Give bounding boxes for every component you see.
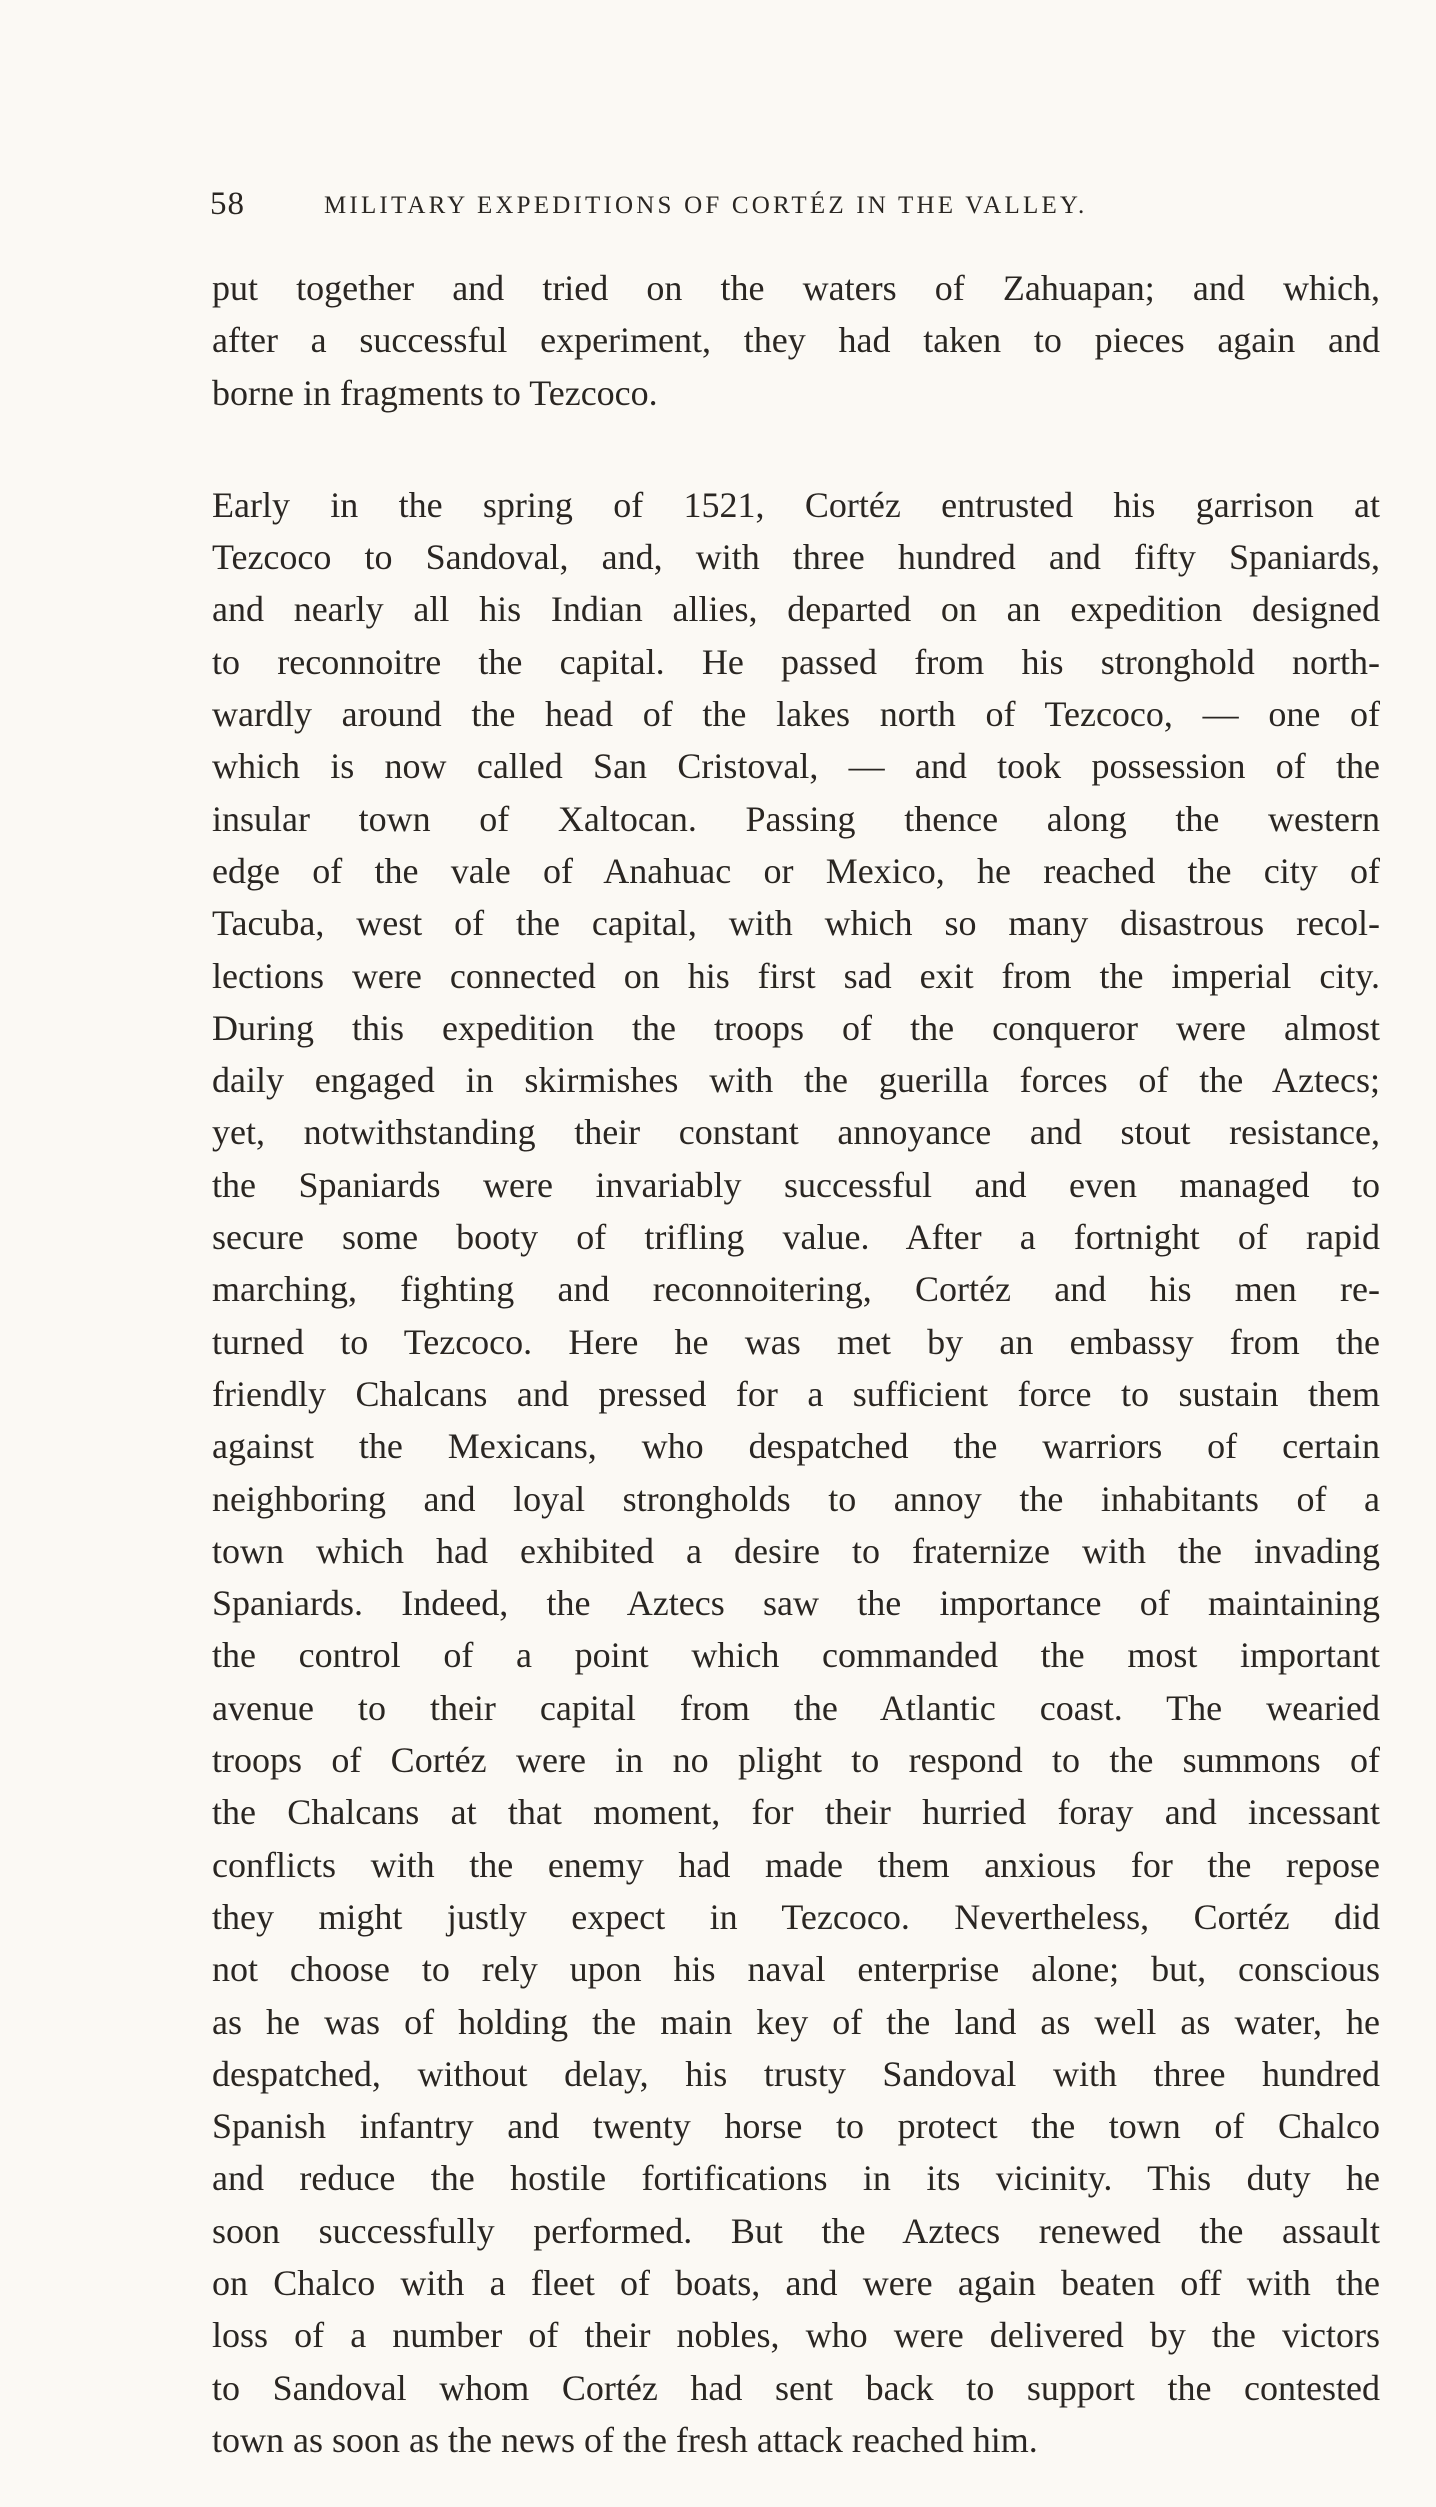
running-title: MILITARY EXPEDITIONS OF CORTÉZ IN THE VALLEY. <box>324 192 1088 219</box>
paragraph-gap <box>212 419 1380 479</box>
text-line: conflicts with the enemy had made them anxious for the repose <box>212 1844 1380 1885</box>
text-line: the Chalcans at that moment, for their hurried foray and incessant <box>212 1792 1380 1833</box>
text-line: Early in the spring of 1521, Cortéz entrusted his garrison at <box>212 484 1380 525</box>
text-line: avenue to their capital from the Atlantic coast. The wearied <box>212 1687 1380 1728</box>
text-line: town as soon as the news of the fresh attack reached him. <box>212 2419 1038 2460</box>
text-line: troops of Cortéz were in no plight to respond to the summons of <box>212 1740 1380 1781</box>
text-line: borne in fragments to Tezcoco. <box>212 372 658 413</box>
text-line: Spaniards. Indeed, the Aztecs saw the importance of maintaining <box>212 1583 1380 1624</box>
text-line: put together and tried on the waters of Zahuapan; and which, <box>212 268 1380 308</box>
page-number: 58 <box>210 186 245 222</box>
text-line: yet, notwithstanding their constant annoyance and stout resistance, <box>212 1112 1380 1153</box>
text-line: daily engaged in skirmishes with the guerilla forces of the Aztecs; <box>212 1060 1380 1101</box>
text-line: against the Mexicans, who despatched the warriors of certain <box>212 1426 1380 1467</box>
text-line: edge of the vale of Anahuac or Mexico, he reached the city of <box>212 850 1380 891</box>
text-line: friendly Chalcans and pressed for a sufficient force to sustain them <box>212 1373 1380 1414</box>
text-line: marching, fighting and reconnoitering, Cortéz and his men re- <box>212 1269 1380 1310</box>
text-line: turned to Tezcoco. Here he was met by an embassy from the <box>212 1321 1380 1362</box>
text-line: soon successfully performed. But the Aztecs renewed the assault <box>212 2210 1380 2251</box>
text-line: which is now called San Cristoval, — and took possession of the <box>212 746 1380 787</box>
text-line: Spanish infantry and twenty horse to protect the town of Chalco <box>212 2106 1380 2147</box>
running-head <box>210 186 1270 226</box>
text-line: Tezcoco to Sandoval, and, with three hundred and fifty Spaniards, <box>212 537 1380 578</box>
text-line: secure some booty of trifling value. After a fortnight of rapid <box>212 1217 1380 1258</box>
text-line: loss of a number of their nobles, who were delivered by the victors <box>212 2315 1380 2356</box>
text-line: after a successful experiment, they had taken to pieces again and <box>212 320 1380 361</box>
text-line: as he was of holding the main key of the land as well as water, he <box>212 2001 1380 2042</box>
paragraph <box>212 479 1380 2466</box>
text-line: not choose to rely upon his naval enterprise alone; but, conscious <box>212 1949 1380 1990</box>
text-line: the control of a point which commanded the most important <box>212 1635 1380 1676</box>
text-line: they might justly expect in Tezcoco. Nevertheless, Cortéz did <box>212 1896 1380 1937</box>
body-text <box>212 262 1380 2466</box>
text-line: During this expedition the troops of the conqueror were almost <box>212 1007 1380 1048</box>
text-line: to Sandoval whom Cortéz had sent back to support the contested <box>212 2367 1380 2408</box>
text-line: despatched, without delay, his trusty Sandoval with three hundred <box>212 2053 1380 2094</box>
text-line: town which had exhibited a desire to fraternize with the invading <box>212 1530 1380 1571</box>
text-line: to reconnoitre the capital. He passed from his stronghold north- <box>212 641 1380 682</box>
text-line: insular town of Xaltocan. Passing thence along the western <box>212 798 1380 839</box>
text-line: wardly around the head of the lakes north of Tezcoco, — one of <box>212 694 1380 735</box>
text-line: lections were connected on his first sad exit from the imperial city. <box>212 955 1380 996</box>
text-line: Tacuba, west of the capital, with which so many disastrous recol- <box>212 903 1380 944</box>
paragraph <box>212 262 1380 419</box>
text-line: and reduce the hostile fortifications in its vicinity. This duty he <box>212 2158 1380 2199</box>
text-line: on Chalco with a fleet of boats, and were again beaten off with the <box>212 2262 1380 2303</box>
text-line: and nearly all his Indian allies, departed on an expedition designed <box>212 589 1380 630</box>
text-line: neighboring and loyal strongholds to annoy the inhabitants of a <box>212 1478 1380 1519</box>
text-line: the Spaniards were invariably successful and even managed to <box>212 1164 1380 1205</box>
